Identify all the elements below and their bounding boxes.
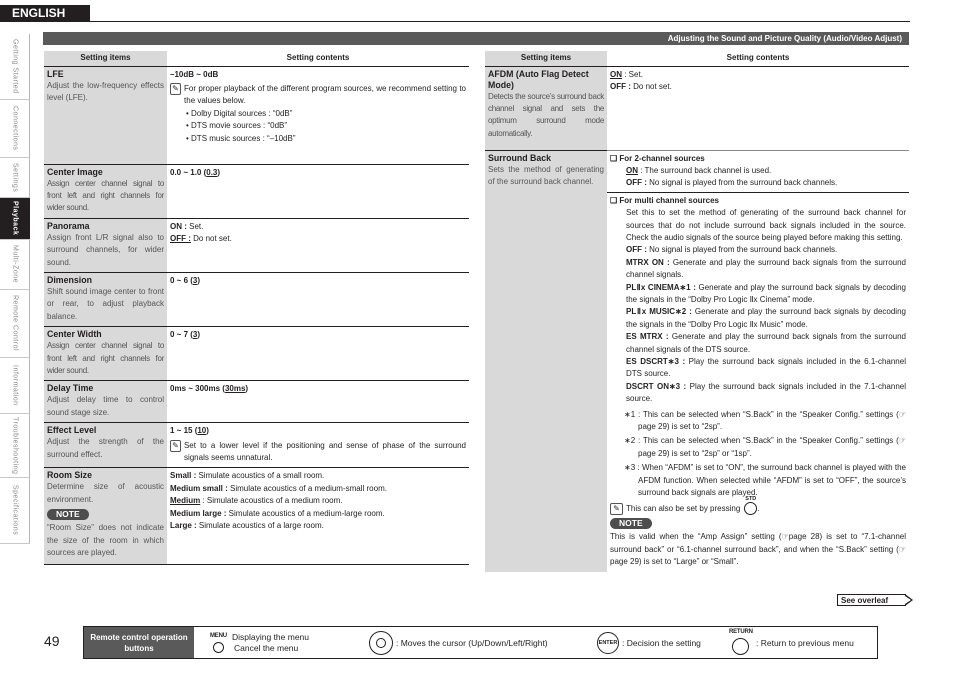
note-badge: NOTE [610,518,652,529]
page-number: 49 [44,633,60,649]
option-label: ON [626,165,638,175]
menu-text: Displaying the menu [232,631,310,642]
default-value: 3 [192,275,198,285]
pencil-icon: ✎ [610,503,623,515]
mode-text: Play the surround back signals included in the 7.1-channel source. [626,381,906,404]
tip-text: This can also be set by pressing [626,503,741,513]
item-title: Effect Level [47,425,97,436]
table-row-delay-time [44,381,469,423]
item-description: Assign center channel signal to front left and right channels for wider sound. [47,178,164,213]
settings-table-left [44,51,469,565]
item-title: AFDM (Auto Flag Detect Mode) [488,68,589,90]
value-range: 0 ~ 6 ( [170,275,193,285]
sidebar-tab-remote-control[interactable]: Remote Control [0,290,30,358]
footnote: ∗3 : When “AFDM” is set to “ON”, the surround back channel is played with the AFDM function. When selected while “AFDM” is set to “OFF”, the source’s surround back signals are played. [624,463,906,498]
value-range: –10dB ~ 0dB [170,69,219,79]
list-item: • DTS music sources : “–10dB” [186,133,296,143]
item-title: Center Width [47,329,102,340]
table-row-center-width [44,327,469,381]
mode-label: ES MTRX : [626,332,669,342]
subheading: ❏ For multi channel sources [610,195,719,205]
col-header-contents: Setting contents [167,51,469,66]
language-tab: ENGLISH [0,5,90,22]
return-key-label: RETURN [729,629,753,635]
mode-item [610,381,906,406]
option-text: Simulate acoustics of a medium-large room. [226,508,385,518]
remote-control-legend [83,626,878,659]
table-row-dimension [44,272,469,326]
room-size-option [170,508,466,520]
pencil-icon: ✎ [170,83,181,95]
option-label: OFF : [170,234,191,244]
mode-label: PLⅡx MUSIC∗2 : [626,307,692,317]
settings-table-right [485,51,909,572]
col-header-contents: Setting contents [607,51,909,66]
menu-button-icon [213,642,224,653]
enter-button-icon: ENTER [597,632,619,654]
cursor-text: : Moves the cursor (Up/Down/Left/Right) [396,637,548,648]
mode-item [610,331,906,356]
std-label: STD [745,496,757,503]
option-text: : The surround back channel is used. [638,165,772,175]
sidebar-tab-specifications[interactable]: Specifications [0,478,30,544]
mode-list [610,244,906,405]
mode-text: Play the surround back signals included in the 6.1-channel DTS source. [626,357,906,379]
option-text: Simulate acoustics of a large room. [196,521,324,531]
paren-close: ) [206,426,209,436]
option-label: Medium large : [170,508,227,518]
sidebar-tab-getting-started[interactable]: Getting Started [0,34,30,100]
col-header-items: Setting items [485,51,607,66]
room-size-option [170,470,466,482]
option-label: Large : [170,521,197,531]
item-description: Detects the source’s surround back channel signal and sets the optimum surround mode automatically. [488,91,604,138]
option-text: : Simulate acoustics of a medium room. [200,496,343,506]
default-value: 0.3 [206,167,218,177]
item-title: Surround Back [488,152,552,163]
table-row-panorama [44,218,469,272]
mode-text: Generate and play the surround back signals from the surround channel signals. [626,257,907,280]
option-text: Simulate acoustics of a medium-small room. [227,483,387,493]
item-description: Adjust the low-frequency effects level (LFE). [47,80,164,102]
mode-text: Generate and play the surround back signals by decoding the signals in the “Dolby Pro Logic Ⅱx Music” mode. [626,307,906,329]
remote-legend-label: Remote control operation buttons [84,627,194,658]
mode-label: OFF : [626,245,647,255]
mode-item [610,244,906,256]
mode-label: DSCRT ON∗3 : [626,381,687,391]
std-button-icon [744,496,760,515]
value-range: 1 ~ 15 ( [170,426,198,436]
item-description: Assign front L/R signal also to surround channels, for wider sound. [47,232,164,267]
option-label: Small : [170,471,197,481]
sidebar-tab-multi-zone[interactable]: Multi-Zone [0,240,30,290]
paren-close: ) [197,330,201,340]
room-size-option [170,483,466,495]
table-row-effect-level [44,423,469,468]
option-text: No signal is played from the surround back channels. [646,178,838,188]
item-title: Dimension [47,274,92,285]
pencil-icon: ✎ [170,440,181,452]
value-range: 0ms ~ 300ms ( [170,384,225,394]
tip-end: . [757,503,760,513]
return-text: : Return to previous menu [756,637,854,648]
option-label: Medium [170,496,201,506]
option-label: Medium small : [170,483,228,493]
subheading: ❏ For 2-channel sources [610,153,705,163]
room-size-option [170,495,466,507]
footnote: ∗1 : This can be selected when “S.Back” in the “Speaker Config.” settings (☞page 29) is set to “2sp”. [624,409,906,432]
note-badge: NOTE [47,509,89,520]
footnotes [610,409,906,503]
option-text: Set. [186,221,204,231]
note-text: This is valid when the “Amp Assign” setting (☞page 28) is set to “7.1-channel surround back” or “6.1-channel surround back”, and when the “S.Back” setting (☞page 29) is set to “Large” or “Small”. [610,532,906,567]
sidebar-tab-playback[interactable]: Playback [0,198,30,240]
table-row-surround-back [485,150,909,572]
option-label: ON : [170,221,187,231]
option-text: Do not set. [190,234,232,244]
cursor-button-legend [369,627,548,658]
option-text: Do not set. [630,81,672,91]
sidebar-tab-connections[interactable]: Connections [0,100,30,158]
option-label: OFF : [610,81,631,91]
item-title: Center Image [47,166,103,177]
mode-label: MTRX ON : [626,257,670,267]
list-item: • DTS movie sources : “0dB” [186,121,288,131]
mode-text: No signal is played from the surround back channels. [646,245,838,255]
paren-close: ) [217,167,221,177]
mode-item [610,306,906,331]
paren-close: ) [245,384,249,394]
footnote: ∗2 : This can be selected when “S.Back” in the “Speaker Config.” settings (☞page 29) is set to “2sp” or “1sp”. [624,436,906,458]
tip-text: For proper playback of the different program sources, we recommend setting to the values below. [184,83,466,106]
col-header-items: Setting items [44,51,167,66]
tip-text: Set to a lower level if the positioning and sense of phase of the surround signals seems unnatural. [183,440,466,462]
note-text: “Room Size” does not indicate the size of the room in which sources are played. [47,523,164,558]
option-text: : Set. [622,69,643,79]
paragraph: Set this to set the method of generating of the surround back channel for sources that do not include surround back signals included in the source. Check the audio signals of the source being played before making this setting. [626,208,906,242]
item-description: Determine size of acoustic environment. [47,482,164,504]
sidebar-tab-settings[interactable]: Settings [0,158,30,198]
option-label: ON [610,69,622,79]
menu-button-legend [210,627,309,658]
cursor-pad-icon [369,631,393,655]
enter-button-legend [597,627,701,658]
default-value: 3 [192,330,198,340]
mode-item [610,356,906,381]
two-channel-block [607,153,909,193]
mode-text: Generate and play the surround back signals by decoding the signals in the “Dolby Pro Logic Ⅱx Cinema” mode. [626,282,906,304]
table-row-lfe [44,66,469,164]
item-title: LFE [47,68,64,79]
sidebar-tab-troubleshooting[interactable]: Troubleshooting [0,414,30,478]
item-description: Adjust the strength of the surround effect. [47,437,164,459]
item-title: Delay Time [47,383,94,394]
mode-item [610,282,906,307]
option-label: OFF : [626,178,647,188]
item-description: Assign center channel signal to front left and right channels for wider sound. [47,341,164,375]
item-title: Panorama [47,220,90,231]
return-button-icon [732,638,749,655]
room-size-option [170,520,466,532]
menu-key-label: MENU [210,633,227,639]
mode-item [610,257,906,282]
mode-label: ES DSCRT∗3 : [626,357,686,366]
item-description: Adjust delay time to control sound stage size. [47,395,164,417]
top-rule [30,21,910,22]
item-description: Sets the method of generating of the surround back channel. [488,164,604,186]
list-item: • Dolby Digital sources : “0dB” [186,108,293,118]
room-size-options [167,468,469,565]
item-description: Shift sound image center to front or rear, to adjust playback balance. [47,286,164,321]
menu-text-2: Cancel the menu [234,642,299,653]
chapter-sidebar [0,34,30,544]
mode-text: Generate and play the surround back signals from the surround channel signals of the DTS source. [626,332,906,354]
default-value: 10 [197,426,207,436]
return-button-legend [729,627,854,658]
option-text: Simulate acoustics of a small room. [196,471,325,481]
sidebar-tab-information[interactable]: Information [0,358,30,414]
mode-label: PLⅡx CINEMA∗1 : [626,282,696,292]
value-range: 0 ~ 7 ( [170,330,193,340]
item-title: Room Size [47,470,92,481]
enter-text: : Decision the setting [622,637,701,648]
table-row-afdm [485,66,909,150]
paren-close: ) [197,275,201,285]
see-overleaf-link[interactable]: See overleaf [837,594,906,606]
table-row-room-size [44,468,469,565]
value-range: 0.0 ~ 1.0 ( [170,167,207,177]
section-title-bar: Adjusting the Sound and Picture Quality (Audio/Video Adjust) [43,32,909,45]
cursor-center-icon [376,638,386,648]
table-row-center-image [44,164,469,218]
default-value: 30ms [224,384,246,394]
